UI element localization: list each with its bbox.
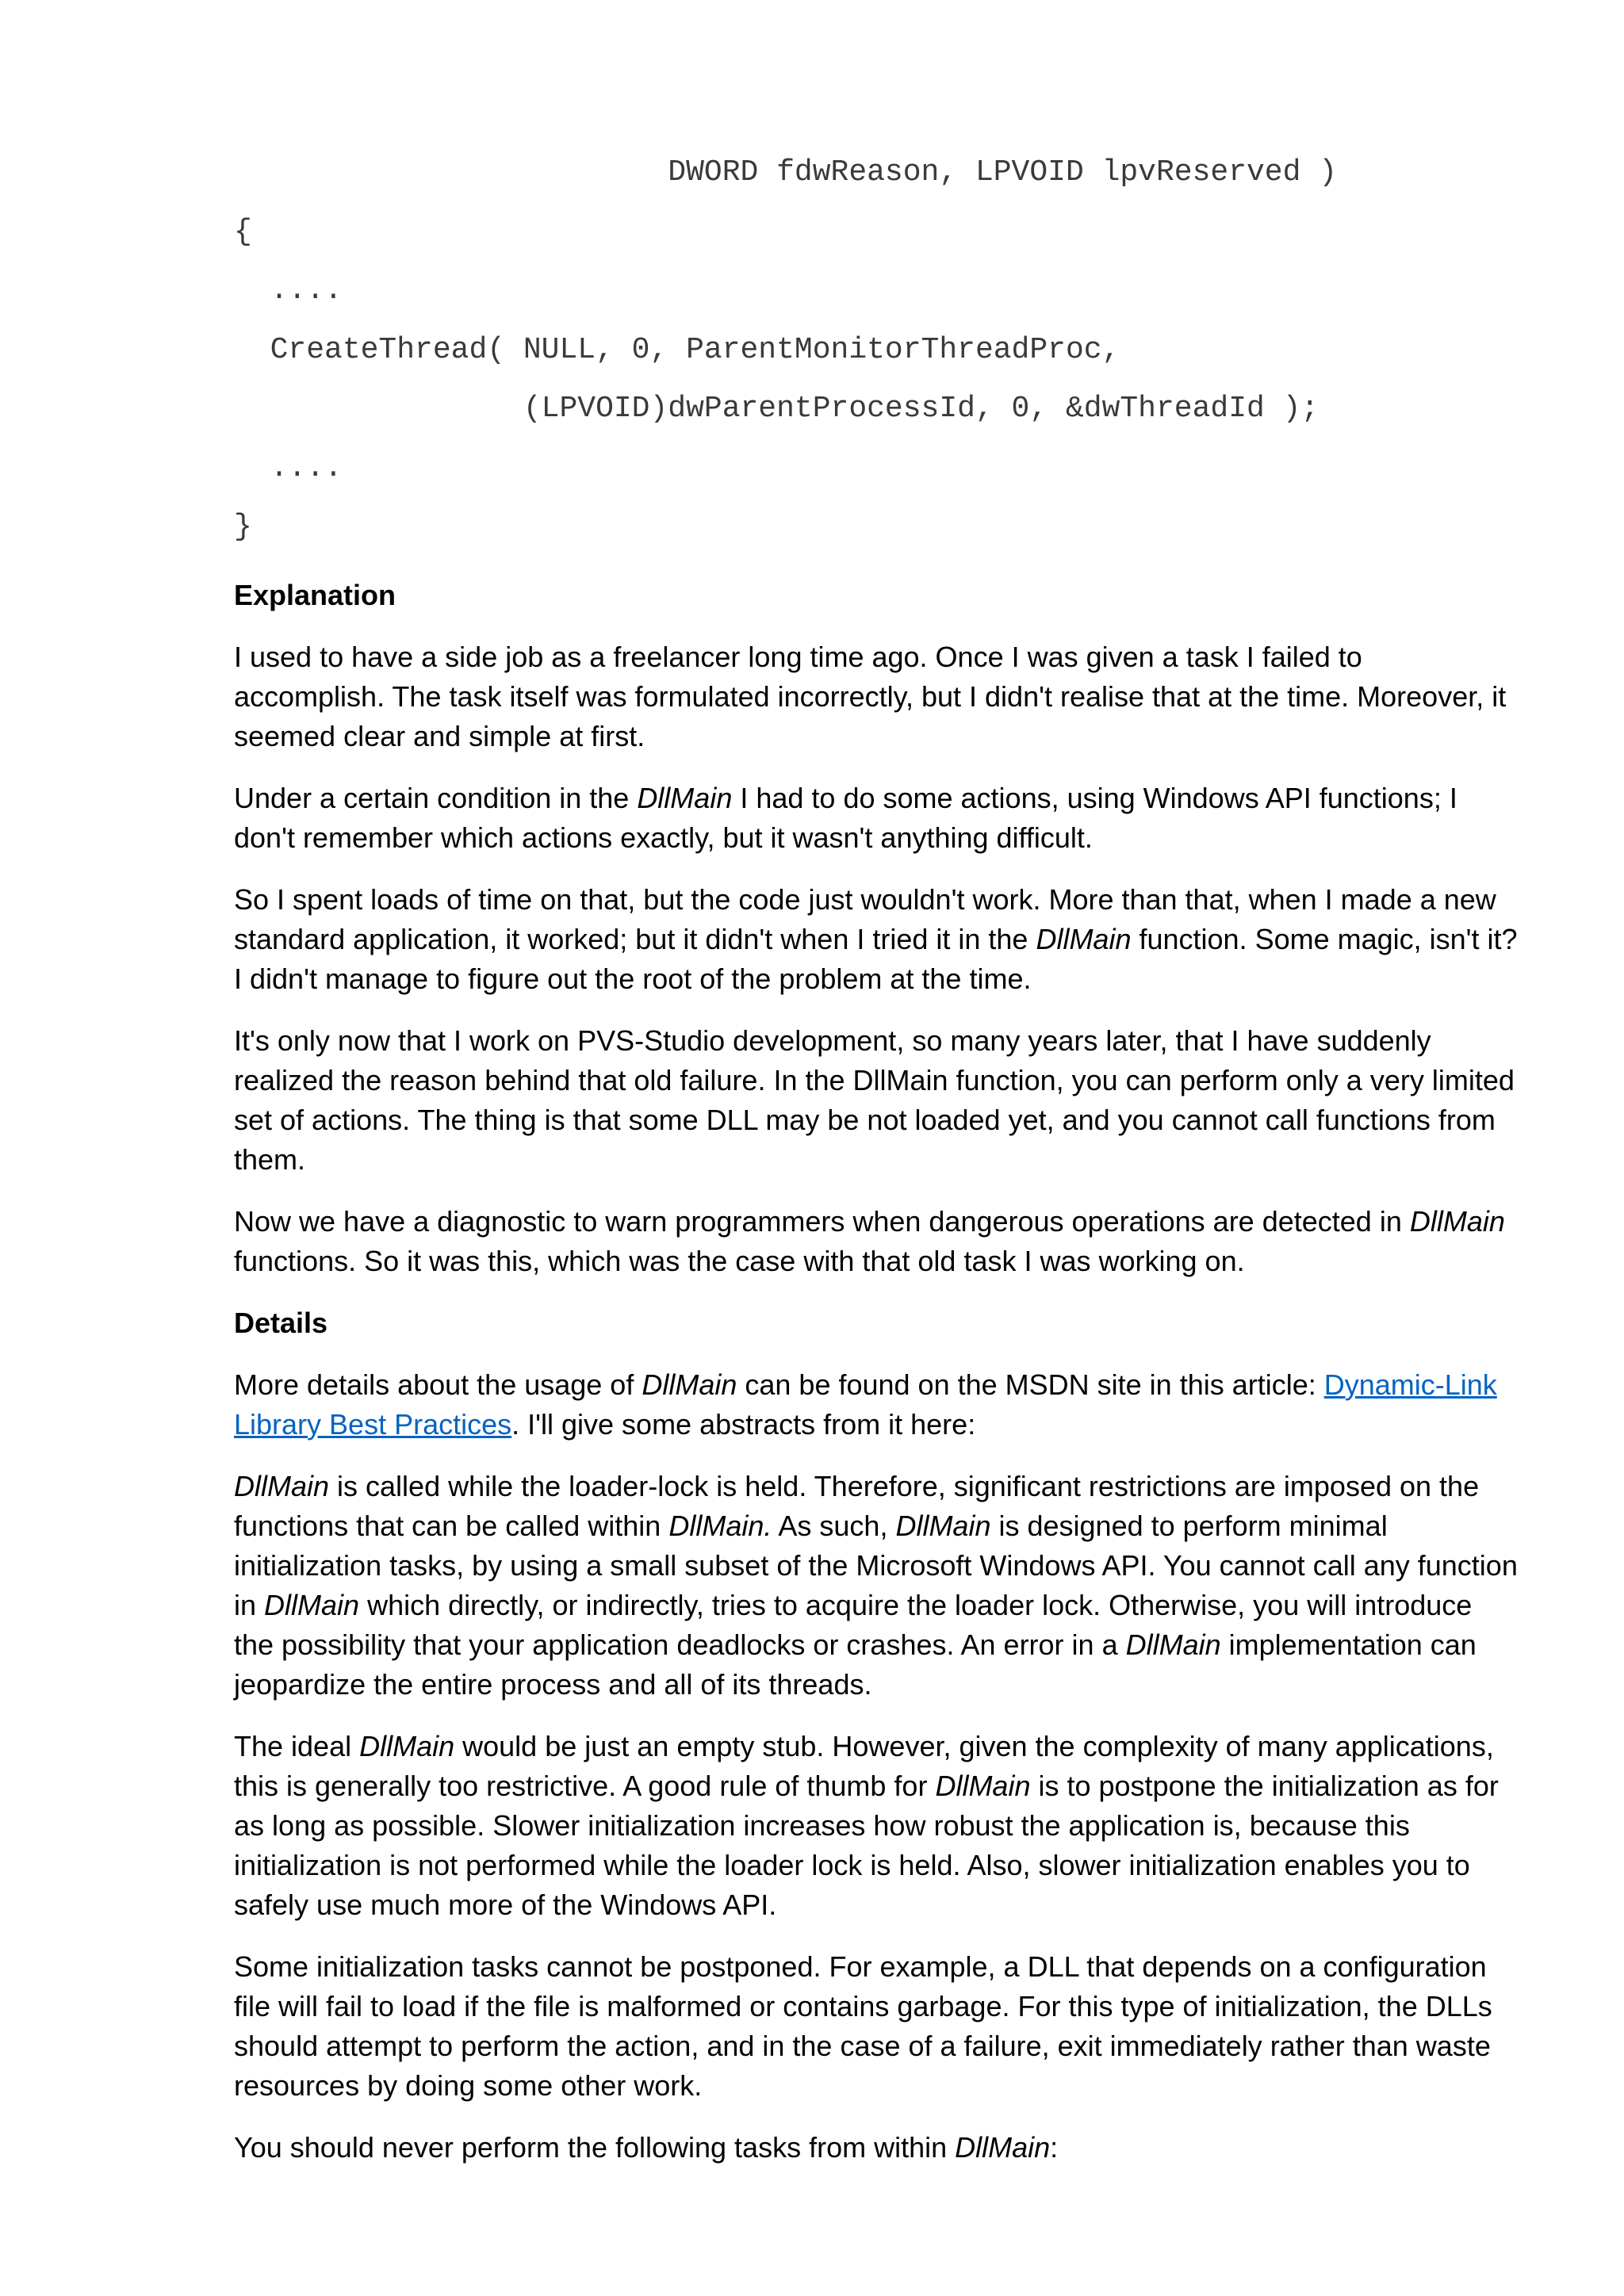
code-block: [234, 149, 1519, 563]
quote-paragraph: Some initialization tasks cannot be postponed. For example, a DLL that depends on a configuration file will fail to load if the file is malformed or contains garbage. For this type of initialization, the DLLs should attempt to perform the action, and in the case of a failure, exit immediately rather than waste resources by doing some other work.: [234, 1950, 1492, 2102]
code-line: ....: [234, 450, 343, 485]
code-line: }: [234, 510, 252, 544]
code-line: CreateThread( NULL, 0, ParentMonitorThreadProc,: [234, 332, 1120, 367]
paragraph: I used to have a side job as a freelancer long time ago. Once I was given a task I failed to accomplish. The task itself was formulated incorrectly, but I didn't realise that at the time. Moreover, it seemed clear and simple at first.: [234, 640, 1507, 752]
code-line: ....: [234, 274, 343, 308]
document-content: [234, 149, 1519, 2190]
quote-paragraph: The ideal DllMain would be just an empty stub. However, given the complexity of many applications, this is generally too restrictive. A good rule of thumb for DllMain is to postpone the initialization as for as long as possible. Slower initialization increases how robust the application is, because this initialization is not performed while the loader lock is held. Also, slower initialization enables you to safely use much more of the Windows API.: [234, 1729, 1499, 1921]
quote-paragraph: You should never perform the following tasks from within DllMain:: [234, 2130, 1059, 2164]
paragraph: It's only now that I work on PVS-Studio development, so many years later, that I have suddenly realized the reason behind that old failure. In the DllMain function, you can perform only a very limited set of actions. The thing is that some DLL may be not loaded yet, and you cannot call functions from them.: [234, 1024, 1515, 1176]
code-line: DWORD fdwReason, LPVOID lpvReserved ): [234, 155, 1338, 189]
code-line: {: [234, 214, 252, 249]
quote-paragraph: DllMain is called while the loader-lock is held. Therefore, significant restrictions are imposed on the functions that can be called within DllMain. As such, DllMain is designed to perform minimal initialization tasks, by using a small subset of the Microsoft Windows API. You cannot call any function in DllMain which directly, or indirectly, tries to acquire the loader lock. Otherwise, you will introduce the possibility that your application deadlocks or crashes. An error in a DllMain implementation can jeopardize the entire process and all of its threads.: [234, 1469, 1518, 1701]
paragraph: Now we have a diagnostic to warn programmers when dangerous operations are detected in DllMain functions. So it was this, which was the case with that old task I was working on.: [234, 1204, 1505, 1277]
paragraph: So I spent loads of time on that, but the code just wouldn't work. More than that, when I made a new standard application, it worked; but it didn't when I tried it in the DllMain function. Some magic, isn't it? I didn't manage to figure out the root of the problem at the time.: [234, 882, 1518, 995]
heading-details: Details: [234, 1306, 328, 1339]
paragraph: More details about the usage of DllMain can be found on the MSDN site in this article: Dynamic-Link Library Best Practices. I'll give some abstracts from it here:: [234, 1368, 1497, 1441]
paragraph: Under a certain condition in the DllMain I had to do some actions, using Windows API functions; I don't remember which actions exactly, but it wasn't anything difficult.: [234, 781, 1457, 854]
article-link[interactable]: Dynamic-Link Library Best Practices: [234, 1368, 1497, 1441]
code-line: (LPVOID)dwParentProcessId, 0, &dwThreadId );: [234, 392, 1320, 426]
heading-explanation: Explanation: [234, 578, 396, 611]
